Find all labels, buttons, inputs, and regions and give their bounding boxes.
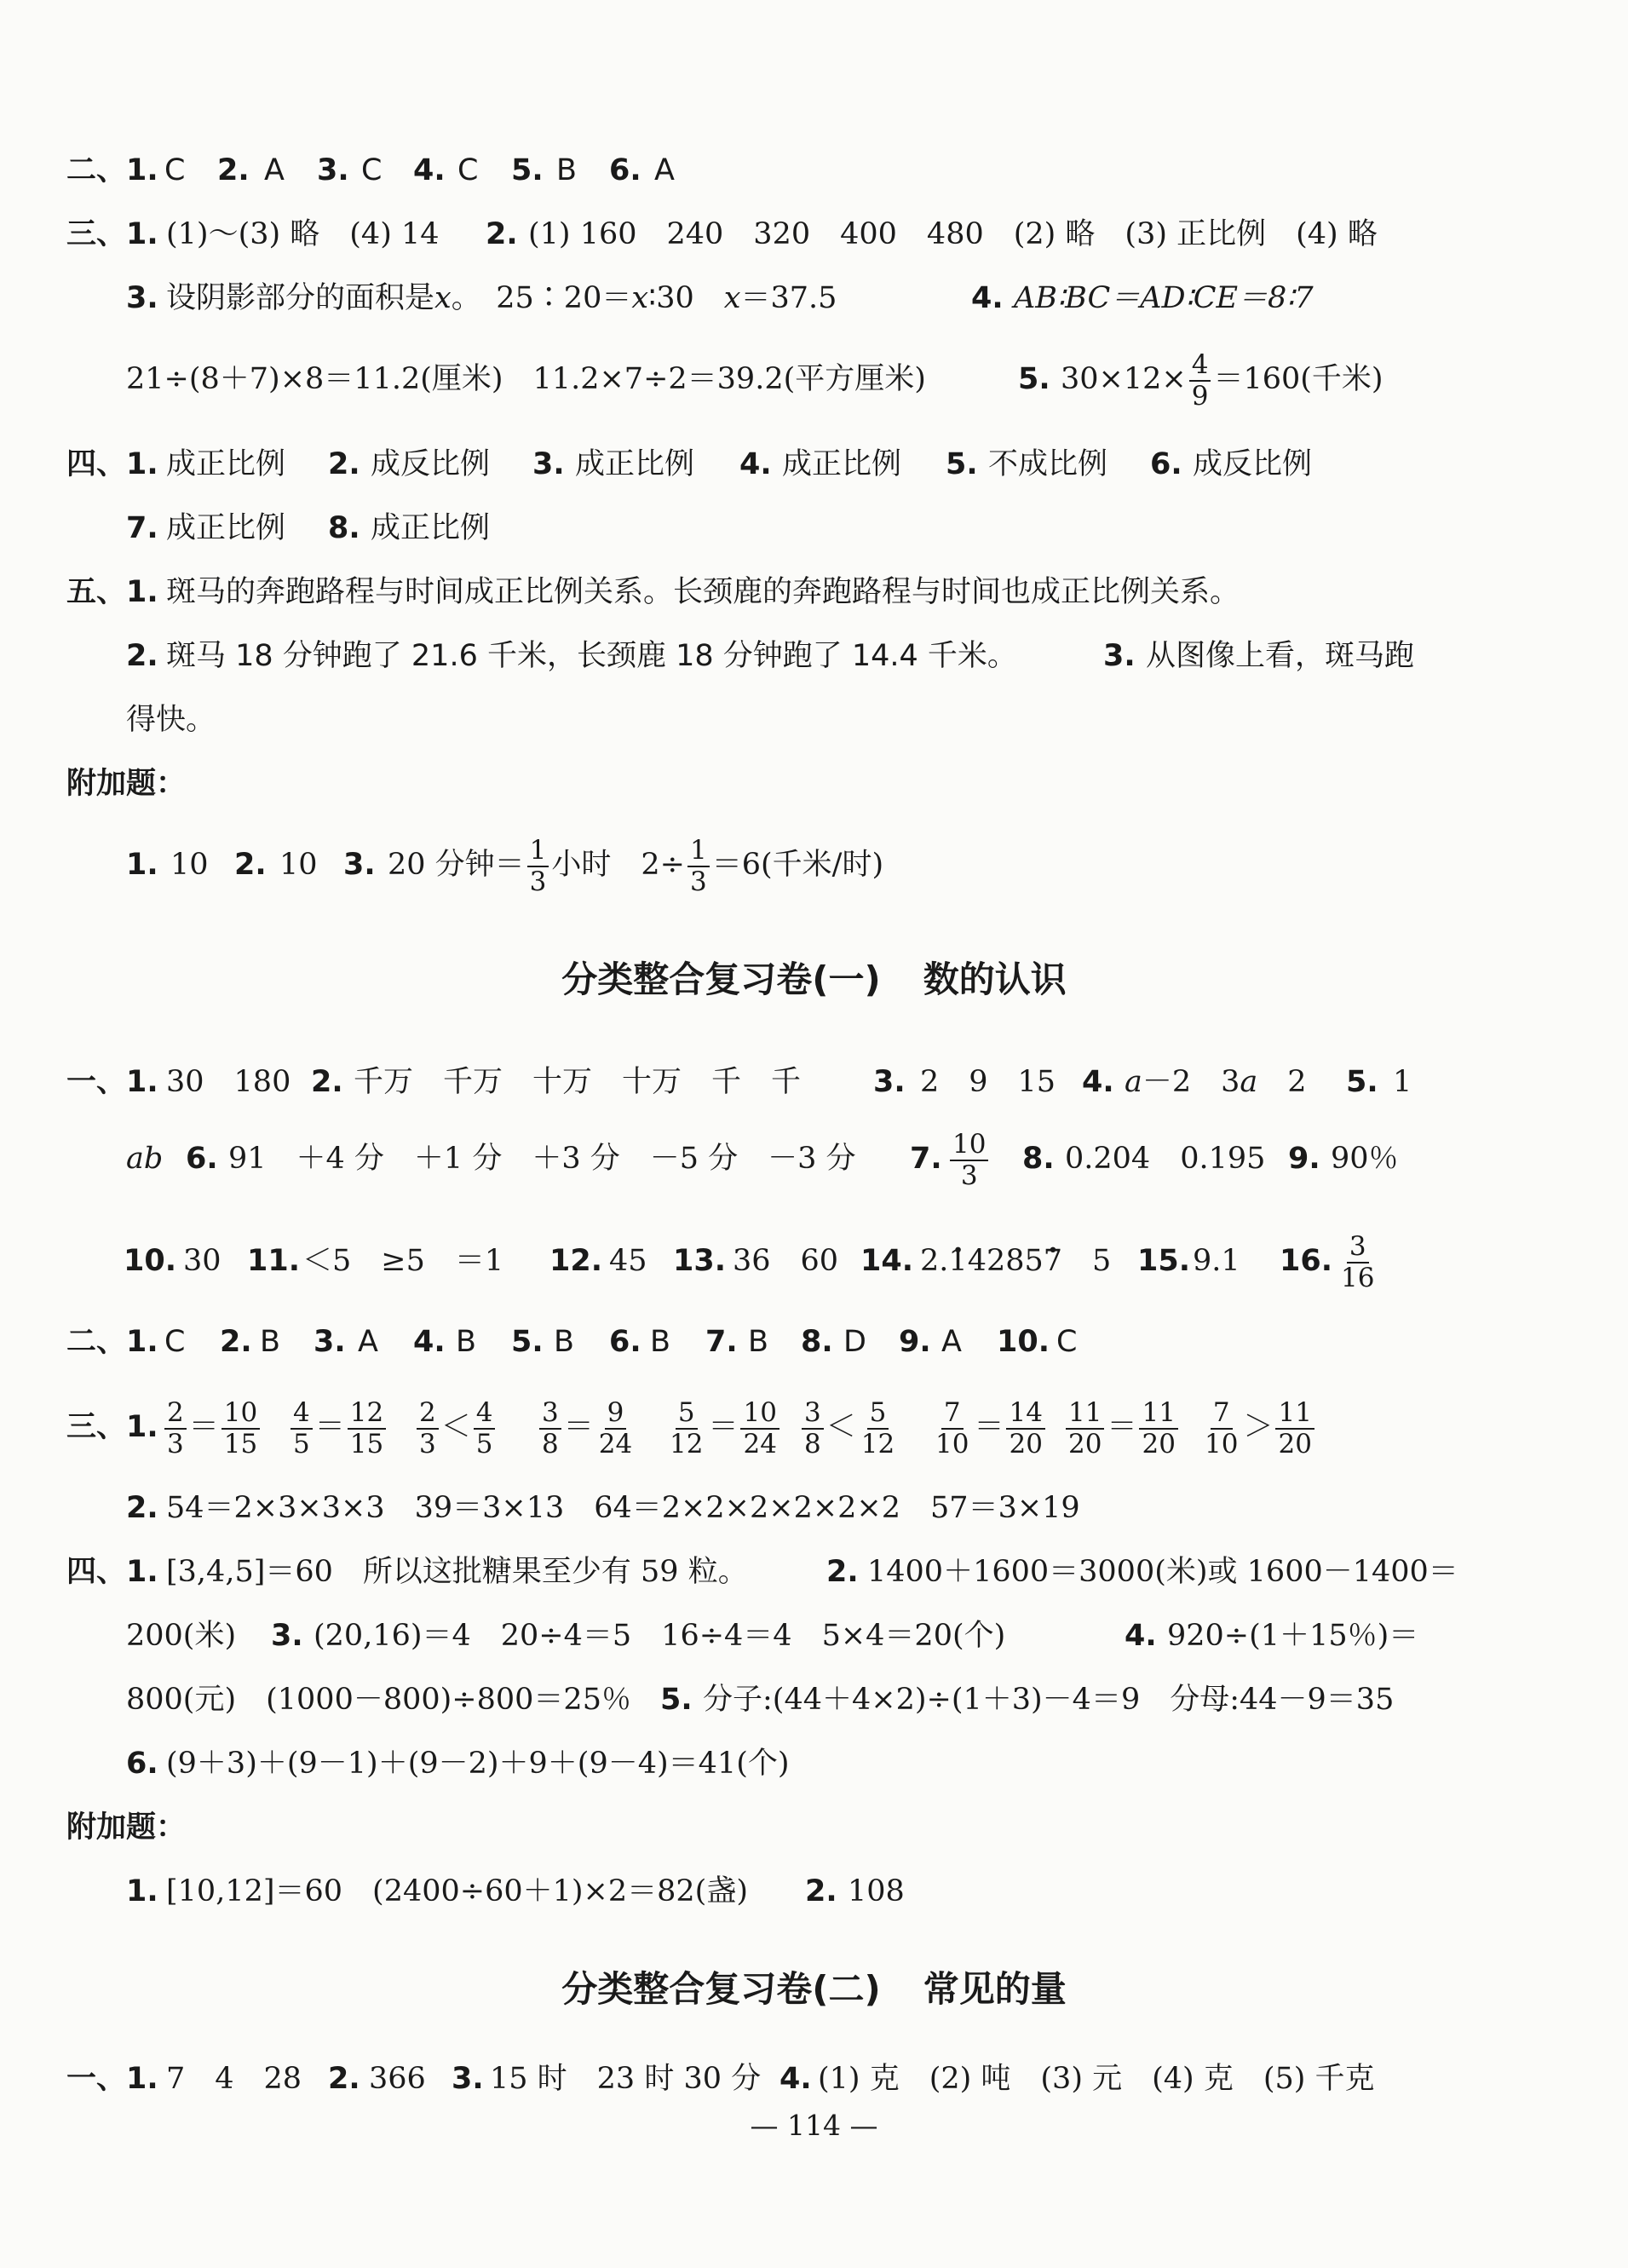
answer-text: (9＋3)＋(9－1)＋(9－2)＋9＋(9－4)＝41(个) <box>166 1747 790 1781</box>
question-number: 3. <box>452 2062 484 2096</box>
answer-text: B <box>556 153 578 187</box>
fraction-comparison <box>537 1389 637 1465</box>
answer-text <box>166 264 837 332</box>
answer-text <box>1061 345 1384 413</box>
answer-text: 从图像上看，斑马跑 <box>1146 639 1415 673</box>
numerator: 10 <box>950 1131 988 1161</box>
denominator: 9 <box>1191 380 1209 412</box>
fraction-comparison <box>414 1389 498 1465</box>
fraction <box>539 1396 561 1459</box>
numerator: 11 <box>1139 1400 1177 1430</box>
fraction <box>291 1396 313 1459</box>
answer-text: D <box>843 1325 866 1359</box>
denominator: 5 <box>475 1428 493 1459</box>
denominator: 10 <box>1205 1428 1239 1459</box>
answer-text: (1) 160 240 320 400 480 (2) 略 (3) 正比例 (4) 略 <box>528 217 1378 251</box>
answer-text: 斑马的奔跑路程与时间成正比例关系。长颈鹿的奔跑路程与时间也成正比例关系。 <box>166 575 1240 609</box>
answer-text: 90％ <box>1331 1142 1399 1176</box>
section-title-main: 分类整合复习卷(二) <box>561 1968 881 2010</box>
answer-line <box>0 1048 1628 1116</box>
answer-text <box>1125 1048 1307 1116</box>
section-title-topic: 常见的量 <box>923 1968 1067 2010</box>
fraction <box>933 1396 971 1459</box>
question-number: 1. <box>126 2062 158 2096</box>
fraction <box>164 1396 187 1459</box>
question-number: 8. <box>328 511 360 545</box>
variable: x <box>631 281 649 315</box>
denominator: 5 <box>293 1428 310 1459</box>
question-number: 14. <box>860 1244 914 1278</box>
answer-text: 920÷(1＋15％)＝ <box>1167 1619 1419 1653</box>
answer-text: ＝160(千米) <box>1213 362 1384 396</box>
answer-text: A <box>654 153 675 187</box>
question-number: 1. <box>126 1065 158 1099</box>
numerator: 7 <box>1211 1400 1233 1430</box>
question-number: 12. <box>549 1244 603 1278</box>
question-number: 5. <box>511 153 544 187</box>
numerator: 5 <box>867 1400 889 1430</box>
question-number: 11. <box>247 1244 301 1278</box>
answer-text: A <box>358 1325 378 1359</box>
answer-text: C <box>1056 1325 1078 1359</box>
comparison-operator: ＜ <box>826 1410 856 1444</box>
answer-text: 30×12× <box>1061 362 1187 396</box>
answer-text: 21÷(8＋7)×8＝11.2(厘米) 11.2×7÷2＝39.2(平方厘米) <box>126 362 926 396</box>
answer-text <box>1336 1227 1379 1295</box>
answer-line <box>0 1389 1628 1465</box>
answer-text: AB∶BC＝AD∶CE＝8∶7 <box>1014 281 1314 315</box>
answer-text: 成正比例 <box>782 447 902 481</box>
answer-text: 1400＋1600＝3000(米)或 1600－1400＝ <box>867 1555 1458 1589</box>
question-number: 4. <box>1082 1065 1114 1099</box>
question-number: 7. <box>705 1325 738 1359</box>
numerator: 10 <box>740 1400 779 1430</box>
fraction <box>1139 1396 1177 1459</box>
question-number: 2. <box>126 639 158 673</box>
answer-text: 36 60 <box>733 1244 839 1278</box>
answer-text: A <box>941 1325 962 1359</box>
answer-text: 54＝2×3×3×3 39＝3×13 64＝2×2×2×2×2×2 57＝3×19 <box>166 1491 1080 1525</box>
denominator: 8 <box>804 1428 821 1459</box>
answer-text: C <box>457 153 479 187</box>
question-number: 1. <box>126 575 158 609</box>
answer-line <box>0 1602 1628 1670</box>
answer-line <box>0 831 1628 899</box>
fraction <box>740 1396 779 1459</box>
answer-text: ab <box>126 1142 164 1176</box>
answer-line <box>0 345 1628 413</box>
question-number: 3. <box>532 447 565 481</box>
page-number: — 114 — <box>750 2109 878 2142</box>
fraction-comparison <box>162 1389 262 1465</box>
question-number: 1. <box>126 1874 158 1908</box>
question-number: 3. <box>314 1325 346 1359</box>
answer-text: C <box>164 1325 186 1359</box>
numerator: 2 <box>164 1400 187 1430</box>
denominator: 10 <box>935 1428 969 1459</box>
question-number: 4. <box>413 1325 446 1359</box>
answer-text: 4285 <box>967 1244 1044 1278</box>
denominator: 3 <box>960 1160 978 1191</box>
question-number: 1. <box>126 217 158 251</box>
fraction <box>687 834 710 897</box>
denominator: 3 <box>419 1428 436 1459</box>
question-number: 13. <box>673 1244 727 1278</box>
comparison-operator: ＝ <box>974 1410 1004 1444</box>
answer-line <box>0 1857 1628 1925</box>
question-number: 7. <box>126 511 158 545</box>
answer-text: 1 <box>1393 1065 1412 1099</box>
answer-text: 91 ＋4 分 ＋1 分 ＋3 分 －5 分 －3 分 <box>228 1142 856 1176</box>
question-number: 2. <box>328 447 360 481</box>
question-number: 2. <box>826 1555 859 1589</box>
question-number: 15. <box>1137 1244 1191 1278</box>
answer-text: 分子:(44＋4×2)÷(1＋3)－4＝9 分母:44－9＝35 <box>703 1683 1395 1717</box>
answer-line <box>0 430 1628 498</box>
question-number: 7. <box>910 1142 942 1176</box>
section-title-main: 分类整合复习卷(一) <box>561 958 881 1000</box>
numerator: 7 <box>941 1400 964 1430</box>
question-number: 2. <box>311 1065 343 1099</box>
answer-text: C <box>361 153 383 187</box>
answer-text: 成正比例 <box>166 511 286 545</box>
answer-line <box>0 1793 1628 1862</box>
answer-text: 成正比例 <box>166 447 286 481</box>
answer-line <box>0 1474 1628 1542</box>
variable: a <box>1125 1065 1142 1099</box>
answer-text: B <box>650 1325 671 1359</box>
answer-text: 5 <box>1062 1244 1112 1278</box>
comparison-operator: ＜ <box>440 1410 471 1444</box>
numerator: 3 <box>802 1400 824 1430</box>
question-number: 8. <box>1022 1142 1055 1176</box>
denominator: 20 <box>1142 1428 1176 1459</box>
question-number: 4. <box>1125 1619 1157 1653</box>
numerator: 1 <box>687 838 710 867</box>
fraction <box>1338 1230 1377 1293</box>
section-label: 四、 <box>66 1555 127 1589</box>
question-number: 10. <box>124 1244 177 1278</box>
answer-text: 成正比例 <box>371 511 491 545</box>
answer-text: B <box>554 1325 575 1359</box>
fraction <box>474 1396 496 1459</box>
answer-text: 成正比例 <box>575 447 695 481</box>
question-number: 5. <box>511 1325 544 1359</box>
answer-text: 30 180 <box>166 1065 291 1099</box>
answer-text <box>388 831 883 899</box>
section-title <box>0 950 1628 1010</box>
answer-text: C <box>164 153 186 187</box>
fraction <box>527 834 549 897</box>
comparison-operator: ＝ <box>1107 1410 1137 1444</box>
answer-line <box>0 1227 1628 1295</box>
answer-text: 45 <box>609 1244 647 1278</box>
question-number: 2. <box>126 1491 158 1525</box>
section-label: 四、 <box>66 447 127 481</box>
question-number: 3. <box>1103 639 1136 673</box>
answer-line <box>0 200 1628 268</box>
answer-text: 千万 千万 十万 十万 千 千 <box>354 1065 802 1099</box>
denominator: 20 <box>1009 1428 1043 1459</box>
numerator: 4 <box>474 1400 496 1430</box>
question-number: 3. <box>873 1065 906 1099</box>
answer-text: 10 <box>279 848 318 882</box>
answer-line <box>0 1538 1628 1606</box>
answer-text: (1)～(3) 略 (4) 14 <box>166 217 440 251</box>
comparison-operator: ＝ <box>188 1410 219 1444</box>
numerator: 3 <box>539 1400 561 1430</box>
section-label: 三、 <box>66 217 127 251</box>
answer-text: 成反比例 <box>371 447 491 481</box>
denominator: 8 <box>542 1428 559 1459</box>
answer-text: 设阴影部分的面积是 <box>166 281 435 315</box>
answer-line <box>0 264 1628 332</box>
numerator: 4 <box>1189 352 1211 382</box>
fraction <box>1275 1396 1314 1459</box>
fraction-comparison <box>664 1389 782 1465</box>
question-number: 2. <box>234 848 267 882</box>
question-number: 3. <box>271 1619 303 1653</box>
denominator: 16 <box>1341 1262 1375 1293</box>
answer-text: 0.204 0.195 <box>1065 1142 1266 1176</box>
question-number: 2. <box>220 1325 252 1359</box>
answer-text: B <box>456 1325 477 1359</box>
fraction <box>1202 1396 1240 1459</box>
numerator: 11 <box>1066 1400 1104 1430</box>
answer-text: (20,16)＝4 20÷4＝5 16÷4＝4 5×4＝20(个) <box>314 1619 1006 1653</box>
answer-text: ∶30 <box>648 281 724 315</box>
question-number: 4. <box>739 447 772 481</box>
question-number: 2. <box>486 217 518 251</box>
answer-line <box>0 1308 1628 1376</box>
denominator: 12 <box>670 1428 704 1459</box>
question-number: 9. <box>899 1325 931 1359</box>
question-number: 2. <box>217 153 250 187</box>
answer-text: 15 时 23 时 30 分 <box>490 2062 762 2096</box>
answer-text: 。 25∶20＝ <box>451 281 632 315</box>
denominator: 12 <box>860 1428 895 1459</box>
answer-line <box>0 1666 1628 1734</box>
answer-line <box>0 1125 1628 1193</box>
numerator: 9 <box>605 1400 627 1430</box>
denominator: 24 <box>743 1428 777 1459</box>
question-number: 10. <box>997 1325 1050 1359</box>
answer-line <box>0 750 1628 818</box>
question-number: 3. <box>317 153 349 187</box>
repeating-decimal <box>920 1227 1111 1295</box>
answer-line <box>0 1730 1628 1798</box>
question-number: 6. <box>609 1325 641 1359</box>
answer-text: 2. <box>920 1244 949 1278</box>
answer-line <box>0 558 1628 626</box>
numerator: 3 <box>1347 1234 1369 1264</box>
question-number: 6. <box>609 153 641 187</box>
denominator: 3 <box>529 866 547 897</box>
variable: a <box>1240 1065 1258 1099</box>
variable: x <box>434 281 452 315</box>
answer-line <box>0 2045 1628 2113</box>
answer-line <box>0 494 1628 562</box>
bonus-heading: 附加题： <box>66 1810 187 1845</box>
answer-text: ＝6(千米/时) <box>711 848 884 882</box>
fraction <box>1066 1396 1104 1459</box>
denominator: 3 <box>690 866 707 897</box>
question-number: 5. <box>946 447 978 481</box>
numerator: 12 <box>348 1400 386 1430</box>
question-number: 1. <box>126 1325 158 1359</box>
answer-text: 2 <box>1257 1065 1307 1099</box>
fraction-comparison <box>288 1389 388 1465</box>
section-label: 一、 <box>66 2062 127 2096</box>
section-label: 二、 <box>66 1325 127 1359</box>
repeat-digit: · 7 <box>1044 1244 1062 1278</box>
section-label: 一、 <box>66 1065 127 1099</box>
question-number: 2. <box>328 2062 360 2096</box>
answer-text: 7 4 28 <box>166 2062 302 2096</box>
fraction-comparison <box>1063 1389 1181 1465</box>
question-number: 4. <box>413 153 446 187</box>
numerator: 14 <box>1006 1400 1044 1430</box>
question-number: 4. <box>971 281 1004 315</box>
question-number: 4. <box>779 2062 812 2096</box>
fraction-comparison <box>930 1389 1048 1465</box>
question-number: 5. <box>1346 1065 1378 1099</box>
answer-line <box>0 622 1628 690</box>
section-label: 五、 <box>66 575 127 609</box>
fraction <box>596 1396 635 1459</box>
question-number: 1. <box>126 1410 158 1444</box>
numerator: 5 <box>676 1400 698 1430</box>
denominator: 15 <box>349 1428 384 1459</box>
answer-text: ＝37.5 <box>740 281 837 315</box>
fraction <box>802 1396 824 1459</box>
answer-text: －2 3 <box>1142 1065 1240 1099</box>
answer-text: 200(米) <box>126 1619 237 1653</box>
fraction <box>859 1396 897 1459</box>
fraction <box>348 1396 386 1459</box>
denominator: 3 <box>167 1428 184 1459</box>
question-number: 3. <box>126 281 158 315</box>
numerator: 4 <box>291 1400 313 1430</box>
answer-text: 斑马 18 分钟跑了 21.6 千米，长颈鹿 18 分钟跑了 14.4 千米。 <box>166 639 1017 673</box>
numerator: 11 <box>1275 1400 1314 1430</box>
answer-text: A <box>264 153 285 187</box>
question-number: 6. <box>1150 447 1182 481</box>
answer-text: 2 9 15 <box>920 1065 1056 1099</box>
fraction <box>221 1396 260 1459</box>
comparison-operator: ＝ <box>563 1410 594 1444</box>
question-number: 1. <box>126 153 158 187</box>
answer-text: 9.1 <box>1193 1244 1240 1278</box>
answer-text: 得快。 <box>126 703 216 737</box>
fraction <box>417 1396 439 1459</box>
answer-text: 800(元) (1000－800)÷800＝25％ <box>126 1683 631 1717</box>
answer-text: B <box>748 1325 769 1359</box>
section-label: 二、 <box>66 153 127 187</box>
numerator: 1 <box>527 838 549 867</box>
answer-text <box>947 1125 991 1193</box>
bonus-heading: 附加题： <box>66 767 187 801</box>
fraction <box>1189 348 1211 412</box>
answer-text: 108 <box>848 1874 905 1908</box>
section-label: 三、 <box>66 1410 127 1444</box>
variable: x <box>723 281 741 315</box>
answer-text: 366 <box>369 2062 426 2096</box>
question-number: 1. <box>126 1555 158 1589</box>
denominator: 20 <box>1068 1428 1102 1459</box>
answer-text: 不成比例 <box>988 447 1108 481</box>
denominator: 24 <box>598 1428 633 1459</box>
fraction-comparison <box>799 1389 900 1465</box>
answer-text: [10,12]＝60 (2400÷60＋1)×2＝82(盏) <box>166 1874 748 1908</box>
question-number: 1. <box>126 848 158 882</box>
answer-text: [3,4,5]＝60 所以这批糖果至少有 59 粒。 <box>166 1555 748 1589</box>
section-title <box>0 1960 1628 2019</box>
fraction <box>667 1396 705 1459</box>
answer-text: 30 <box>183 1244 221 1278</box>
question-number: 3. <box>343 848 376 882</box>
question-number: 8. <box>801 1325 833 1359</box>
answer-text: 成反比例 <box>1193 447 1313 481</box>
comparison-operator: ＞ <box>1243 1410 1274 1444</box>
question-number: 6. <box>126 1747 158 1781</box>
question-number: 1. <box>126 447 158 481</box>
question-number: 6. <box>186 1142 218 1176</box>
numerator: 10 <box>221 1400 260 1430</box>
answer-text: (1) 克 (2) 吨 (3) 元 (4) 克 (5) 千克 <box>818 2062 1375 2096</box>
question-number: 16. <box>1280 1244 1333 1278</box>
comparison-operator: ＝ <box>314 1410 345 1444</box>
fraction <box>950 1128 988 1191</box>
answer-text: 20 分钟＝ <box>388 848 525 882</box>
comparison-operator: ＝ <box>708 1410 739 1444</box>
fraction-comparison <box>1199 1389 1317 1465</box>
denominator: 15 <box>223 1428 258 1459</box>
answer-text: 小时 2÷ <box>551 848 686 882</box>
numerator: 2 <box>417 1400 439 1430</box>
answer-text: ＜5 ≥5 ＝1 <box>302 1244 504 1278</box>
question-number: 2. <box>805 1874 837 1908</box>
denominator: 20 <box>1278 1428 1312 1459</box>
question-number: 5. <box>1018 362 1050 396</box>
answer-line <box>0 136 1628 204</box>
question-number: 9. <box>1288 1142 1320 1176</box>
answer-text: B <box>260 1325 281 1359</box>
section-title-topic: 数的认识 <box>923 958 1067 1000</box>
answer-line <box>0 686 1628 754</box>
repeat-digit: · 1 <box>948 1244 967 1278</box>
question-number: 5. <box>660 1683 693 1717</box>
answer-text: 10 <box>170 848 209 882</box>
fraction <box>1006 1396 1044 1459</box>
